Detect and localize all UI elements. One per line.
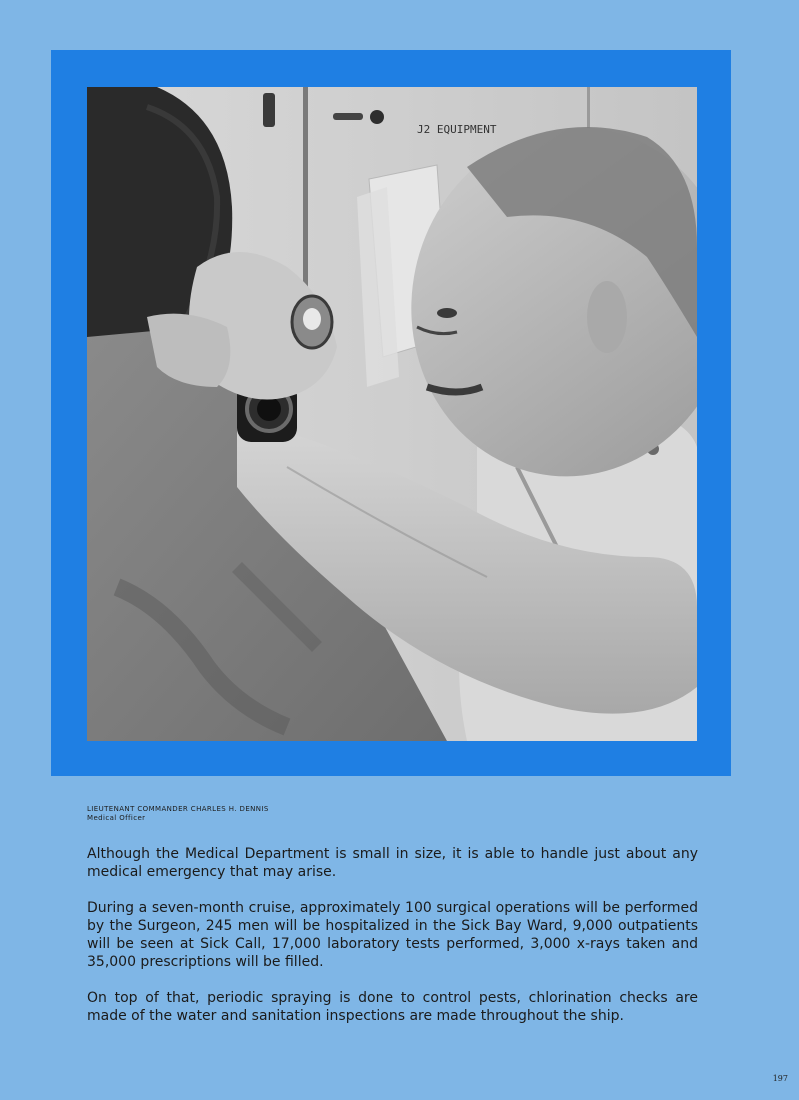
caption-name: LIEUTENANT COMMANDER CHARLES H. DENNIS — [87, 805, 269, 813]
page-number: 197 — [772, 1074, 788, 1083]
paragraph-2: During a seven-month cruise, approximately 100 surgical operations will be performed by the Surgeon, 245 men will be hospitalized in the Sick Bay Ward, 9,000 outpatients will be seen at Sick Call, 17,000 laboratory tests performed, 3,000 x-rays taken and 35,000 prescriptions will be filled. — [87, 900, 698, 970]
photo-doctor-examining-ear — [87, 87, 697, 741]
photo-illustration — [87, 87, 697, 741]
article-body — [87, 845, 698, 1043]
paragraph-3: On top of that, periodic spraying is done to control pests, chlorination checks are made of the water and sanitation inspections are made throughout the ship. — [87, 990, 698, 1024]
photo-caption — [87, 805, 269, 823]
paragraph-1: Although the Medical Department is small in size, it is able to handle just about any medical emergency that may arise. — [87, 846, 698, 880]
sign-text: J2 EQUIPMENT — [417, 123, 497, 136]
caption-title: Medical Officer — [87, 814, 146, 822]
